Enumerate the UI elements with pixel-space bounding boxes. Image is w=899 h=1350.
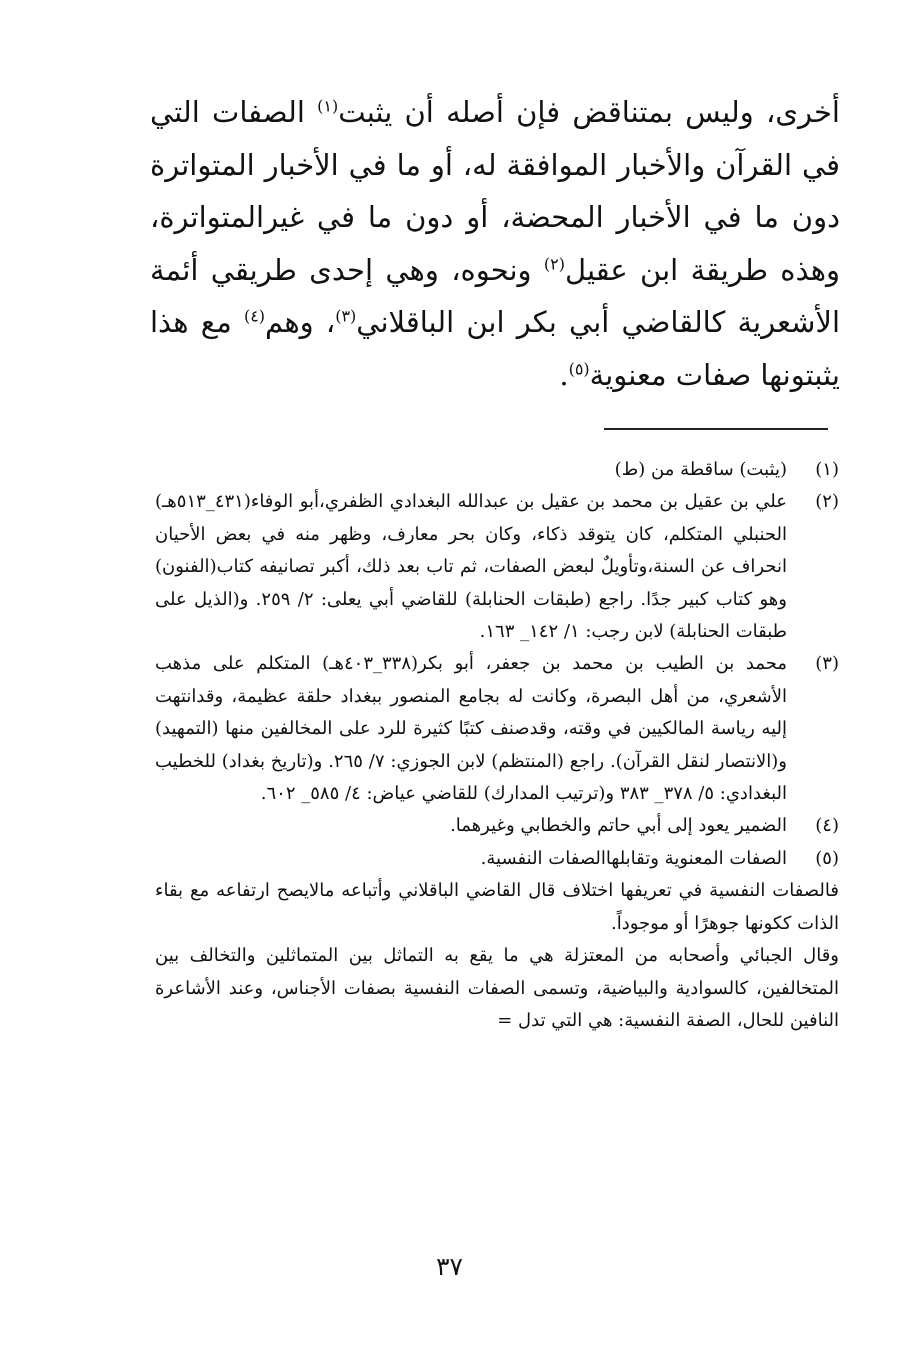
footnote-number: (٢) (815, 491, 839, 513)
text-run: الصفات التي في القرآن والأخبار الموافقة له، أو ما في الأخبار المتواترة دون ما في الأخبار المحضة، أو دون ما في غيرالمتواترة، وهذه طريقة ابن عقيل (150, 95, 841, 287)
footnote-marker-4: (٤) (243, 306, 266, 326)
main-paragraph (150, 86, 840, 401)
footnote-text: محمد بن الطيب بن محمد بن جعفر، أبو بكر(٣٣٨_٤٠٣هـ) المتكلم على مذهب الأشعري، من أهل البصرة، وكانت له بجامع المنصور ببغداد حلقة عظيمة، وقدانتهت إليه رياسة المالكيين في وقته، وقدصنف كتبًا كثيرة للرد على المخالفين منها (التمهيد) و(الانتصار لنقل القرآن). راجع (المنتظم) لابن الجوزي: ٧/ ٢٦٥. و(تاريخ بغداد) للخطيب البغدادي: ٥/ ٣٧٨_ ٣٨٣ و(ترتيب المدارك) للقاضي عياض: ٤/ ٥٨٥_ ٦٠٢. (155, 653, 787, 805)
footnote-continuation: فالصفات النفسية في تعريفها اختلاف قال القاضي الباقلاني وأتباعه مالايصح ارتفاعه مع بقاء الذات ككونها جوهرًا أو موجوداً. (155, 880, 839, 934)
text-run: أخرى، وليس بمتناقض فإن أصله أن يثبت (338, 95, 840, 129)
footnote-1 (155, 454, 839, 486)
footnote-number: (٤) (815, 815, 839, 837)
footnote-marker-3: (٣) (335, 306, 357, 326)
footnote-number: (١) (815, 459, 839, 480)
footnote-marker-2: (٢) (543, 253, 565, 273)
footnote-text: الصفات المعنوية وتقابلهاالصفات النفسية. (480, 847, 787, 869)
footnote-text: علي بن عقيل بن محمد بن عقيل بن عبدالله البغدادي الظفري،أبو الوفاء(٤٣١_٥١٣هـ) الحنبلي المتكلم، كان يتوقد ذكاء، وكان بحر معارف، وظهر منه في بعض الأحيان انحراف عن السنة،وتأويلٌ لبعض الصفات، ثم تاب بعد ذلك، أكبر تصانيفه كتاب(الفنون) وهو كتاب كبير جدًا. راجع (طبقات الحنابلة) للقاضي أبي يعلى: ٢/ ٢٥٩. و(الذيل على طبقات الحنابلة) لابن رجب: ١/ ١٤٢_ ١٦٣. (155, 491, 787, 643)
footnote-4 (155, 810, 839, 842)
footnote-5 (155, 843, 839, 875)
footnote-number: (٣) (815, 653, 839, 675)
footnote-text: الضمير يعود إلى أبي حاتم والخطابي وغيرهما. (450, 815, 787, 837)
page-number: ٣٧ (436, 1252, 463, 1281)
text-run: ، وهم (265, 305, 336, 339)
footnote-3 (155, 648, 839, 810)
footnote-separator (604, 428, 828, 430)
main-text (150, 86, 840, 401)
footnote-text: (يثبت) ساقطة من (ط) (614, 459, 787, 480)
footnote-2 (155, 486, 839, 648)
footnote-marker-1: (١) (317, 96, 339, 116)
footnote-continuation: وقال الجبائي وأصحابه من المعتزلة هي ما يقع به التماثل بين المتماثلين والتخالف بين المتخالفين، كالسوادية والبياضية، وتسمى الصفات النفسية بصفات الأجناس، وعند الأشاعرة النافين للحال، الصفة النفسية: هي التي تدل = (155, 945, 839, 1031)
footnote-number: (٥) (815, 847, 839, 869)
text-run: مع هذا يثبتونها صفات معنوية (150, 305, 840, 392)
footnotes (155, 454, 839, 1037)
text-run: ونحوه، وهي إحدى طريقي أئمة الأشعرية كالقاضي أبي بكر ابن الباقلاني (150, 252, 841, 339)
footnote-marker-5: (٥) (568, 358, 590, 378)
text-run: . (559, 357, 569, 392)
